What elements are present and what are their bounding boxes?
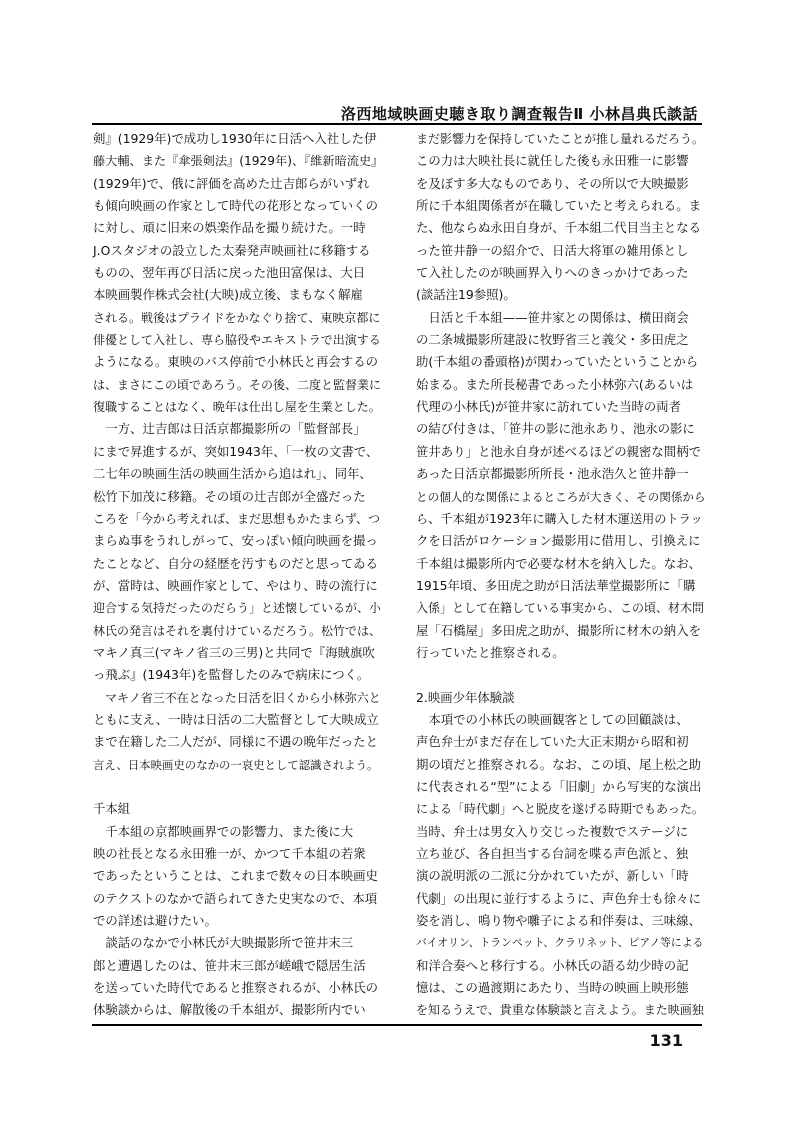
left-column-line: を送っていた時代であると推察されるが、小林氏の: [93, 980, 378, 996]
left-column-line: 郎と遭遇したのは、笹井末三郎が嵯峨で隠居生活: [93, 957, 366, 973]
left-column-line: 松竹下加茂に移籍。その頃の辻吉郎が全盛だった: [93, 488, 366, 504]
right-column-line: ら、千本組が1923年に購入した材木運送用のトラッ: [416, 511, 703, 526]
right-column-line: 屋「石橋屋」多田虎之助が、撮影所に材木の納入を: [416, 622, 701, 638]
right-text-column: [416, 128, 706, 1022]
right-column-line: 声色弁士がまだ存在していた大正末期から昭和初: [416, 734, 689, 750]
left-column-line: ともに支え、一時は日活の二大監督として大映成立: [93, 711, 379, 727]
left-column-line: っ飛ぶ』(1943年)を監督したのみで病床につく。: [93, 667, 370, 683]
left-column-line: 林氏の発言はそれを裏付けているだろう。松竹では、: [93, 623, 382, 638]
right-column-line: 和洋合奏へと移行する。小林氏の語る幼少時の記: [416, 957, 689, 973]
running-header: 洛西地域映画史聴き取り調査報告Ⅱ 小林昌典氏談話: [340, 105, 698, 123]
left-column-line: 藤大輔、また『傘張剣法』(1929年)、『維新暗流史』: [93, 154, 384, 169]
left-column-line: ようになる。東映のバス停前で小林氏と再会するの: [93, 354, 378, 370]
right-column-line: あった日活京都撮影所所長・池永浩久と笹井静一: [416, 466, 689, 482]
left-column-line: 映の社長となる永田雅一が、かつて千本組の若衆: [93, 846, 366, 861]
left-column-line: に対し、頑に旧来の娯楽作品を撮り続けた。一時: [93, 220, 366, 236]
left-column-line: 剣』(1929年)で成功し1930年に日活へ入社した伊: [93, 131, 377, 146]
right-column-line: との個人的な関係によるところが大きく、その関係から: [416, 489, 706, 504]
right-column-line: 代劇」の出現に並行するように、声色弁士も徐々に: [416, 890, 701, 906]
right-column-line: て入社したのが映画界入りへのきっかけであった: [416, 265, 689, 281]
left-column-line: 談話のなかで小林氏が大映撮影所で笹井末三: [93, 935, 354, 951]
right-column-line: った笹井静一の紹介で、日活大将軍の雑用係とし: [416, 242, 689, 258]
left-column-line: 迎合する気持だったのだらう」と述懐しているが、小: [93, 601, 382, 616]
right-column-line: た、他ならぬ永田自身が、千本組二代目当主となる: [416, 220, 701, 236]
left-column-line: まで在籍した二人だが、同様に不遇の晩年だったと: [93, 734, 378, 750]
right-column-line: による「時代劇」へと脱皮を遂げる時期でもあった。: [416, 802, 704, 817]
left-column-line: まらぬ事をうれしがって、安っぽい傾向映画を撮っ: [93, 533, 378, 549]
right-column-line: 所に千本組関係者が在職していたと考えられる。ま: [416, 198, 701, 214]
right-column-line: 立ち並び、各自担当する台詞を喋る声色派と、独: [416, 846, 689, 861]
right-column-line: 憶は、この過渡期にあたり、当時の映画上映形態: [416, 980, 689, 996]
left-column-line: は、まさにこの頃であろう。その後、二度と監督業に: [93, 377, 382, 392]
right-column-line: 始まる。また所長秘書であった小林弥六(あるいは: [416, 376, 694, 392]
left-text-column: [93, 128, 383, 1022]
left-column-line: ものの、翌年再び日活に戻った池田富保は、大日: [93, 265, 366, 281]
right-column-line: この力は大映社長に就任した後も永田雅一に影響: [416, 153, 689, 169]
right-column-line: [416, 664, 706, 686]
right-column-line: を知るうえで、貴重な体験談と言えよう。また映画独: [416, 1003, 704, 1018]
right-column-line: 当時、弁士は男女入り交じった複数でステージに: [416, 823, 689, 839]
right-column-line: 助(千本組の番頭格)が関わっていたということから: [416, 354, 699, 370]
right-column-line: の二条城撮影所建設に牧野省三と義父・多田虎之: [416, 332, 689, 348]
left-column-line: 復職することはなく、晩年は仕出し屋を生業とした。: [93, 400, 381, 415]
right-column-line: 日活と千本組——笹井家との関係は、横田商会: [416, 309, 689, 325]
left-column-line: J.Oスタジオの設立した太秦発声映画社に移籍する: [93, 242, 371, 258]
footer-rule: [92, 1024, 702, 1026]
left-column-line: ころを「今から考えれば、まだ思想もかたまらず、つ: [93, 511, 381, 526]
right-column-line: 笹井あり」と池永自身が述べるほどの親密な間柄で: [416, 443, 701, 459]
page-number: 131: [649, 1031, 683, 1050]
left-column-line: [93, 776, 383, 798]
left-column-line: 本映画製作株式会社(大映)成立後、まもなく解雇: [93, 287, 363, 303]
left-column-line: にまで昇進するが、突如1943年、「一枚の文書で、: [93, 443, 379, 459]
right-column-line: まだ影響力を保持していたことが推し量れるだろう。: [416, 132, 705, 146]
left-column-line: 二七年の映画生活の映画生活から追はれ」、同年、: [93, 466, 372, 482]
left-column-line: 千本組: [93, 801, 131, 817]
right-column-line: 行っていたと推察される。: [416, 644, 565, 660]
right-column-line: (談話注19参照)。: [416, 287, 516, 303]
right-column-line: 千本組は撮影所内で必要な材木を納入した。なお、: [416, 555, 701, 571]
left-column-line: 体験談からは、解散後の千本組が、撮影所内でい: [93, 1002, 366, 1018]
right-column-line: 本項での小林氏の映画観客としての回顧談は、: [416, 711, 689, 727]
right-column-line: に代表される“型”による「旧劇」から写実的な演出: [416, 778, 702, 794]
left-column-line: での詳述は避けたい。: [93, 913, 217, 929]
left-column-line: が、當時は、映画作家として、やはり、時の流行に: [93, 577, 378, 593]
right-column-line: バイオリン、トランペット、クラリネット、ピアノ等による: [416, 936, 704, 950]
right-column-line: クを日活がロケーション撮影用に借用し、引換えに: [416, 533, 701, 549]
right-column-line: 2.映画少年体験談: [416, 689, 515, 705]
left-column-line: 俳優として入社し、専ら脇役やエキストラで出演する: [93, 333, 381, 348]
right-column-line: 1915年頃、多田虎之助が日活法華堂撮影所に「購: [416, 577, 696, 593]
left-column-line: される。戦後はプライドをかなぐり捨て、東映京都に: [93, 310, 381, 325]
left-column-line: 言え、日本映画史のなかの一哀史として認識されよう。: [93, 757, 379, 772]
right-column-line: 演の説明派の二派に分かれていたが、新しい「時: [416, 868, 689, 884]
right-column-line: 代理の小林氏)が笹井家に訪れていた当時の両者: [416, 399, 682, 415]
left-column-line: マキノ真三(マキノ省三の三男)と共同で『海賊旗吹: [93, 644, 375, 660]
left-column-line: のテクストのなかで語られてきた史実なので、本項: [93, 890, 378, 906]
right-column-line: 姿を消し、鳴り物や囃子による和伴奏は、三味線、: [416, 913, 701, 929]
left-column-line: たことなど、自分の経歴を汚すものだと思ってゐる: [93, 555, 378, 571]
left-column-line: (1929年)で、俄に評価を高めた辻吉郎らがいずれ: [93, 175, 370, 191]
left-column-line: も傾向映画の作家として時代の花形となっていくの: [93, 198, 378, 214]
right-column-line: を及ぼす多大なものであり、その所以で大映撮影: [416, 175, 689, 191]
right-column-line: の結び付きは、「笹井の影に池永あり、池永の影に: [416, 421, 695, 437]
left-column-line: であったということは、これまで数々の日本映画史: [93, 868, 378, 884]
right-column-line: 期の頃だと推察される。なお、この頃、尾上松之助: [416, 756, 701, 772]
left-column-line: 千本組の京都映画界での影響力、また後に大: [93, 823, 354, 839]
right-column-line: 入係」として在籍している事実から、この頃、材木問: [416, 601, 705, 616]
left-column-line: マキノ省三不在となった日活を旧くから小林弥六と: [93, 690, 381, 705]
header-rule: [92, 123, 702, 125]
left-column-line: 一方、辻吉郎は日活京都撮影所の「監督部長」: [93, 421, 366, 437]
